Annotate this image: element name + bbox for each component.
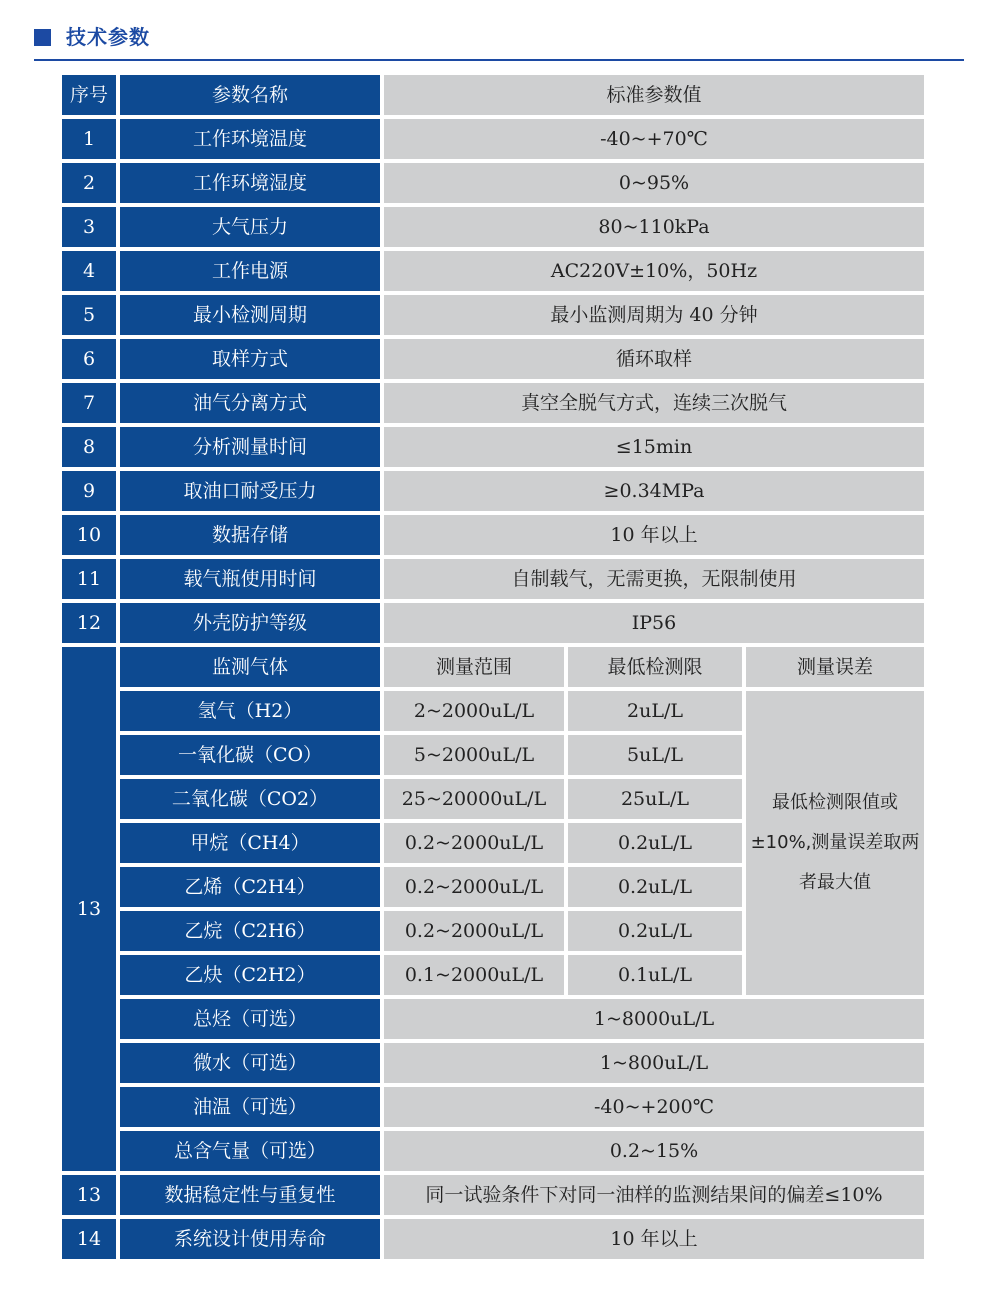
gas-detection-limit: 0.1uL/L [568,955,742,995]
gas-range: 5~2000uL/L [384,735,564,775]
gas-range: 0.2~2000uL/L [384,823,564,863]
gas-col-header: 监测气体 [120,647,380,687]
param-value: ≥0.34MPa [384,471,924,511]
gas-detection-limit: 0.2uL/L [568,823,742,863]
param-name: 取油口耐受压力 [120,471,380,511]
param-name: 大气压力 [120,207,380,247]
row-number: 2 [62,163,116,203]
param-value: 10 年以上 [384,515,924,555]
row-number: 13 [62,647,116,1171]
param-name: 数据稳定性与重复性 [120,1175,380,1215]
gas-name: 甲烷（CH4） [120,823,380,863]
row-number: 3 [62,207,116,247]
gas-range: 2~2000uL/L [384,691,564,731]
param-value: IP56 [384,603,924,643]
gas-error-note: 最低检测限值或±10%,测量误差取两者最大值 [746,691,924,995]
param-value: AC220V±10%，50Hz [384,251,924,291]
gas-name: 乙炔（C2H2） [120,955,380,995]
row-number: 1 [62,119,116,159]
param-name: 分析测量时间 [120,427,380,467]
optional-value: -40~+200℃ [384,1087,924,1127]
gas-name: 乙烯（C2H4） [120,867,380,907]
optional-value: 0.2~15% [384,1131,924,1171]
param-name: 外壳防护等级 [120,603,380,643]
gas-range: 25~20000uL/L [384,779,564,819]
gas-detection-limit: 0.2uL/L [568,867,742,907]
gas-name: 一氧化碳（CO） [120,735,380,775]
optional-name: 总含气量（可选） [120,1131,380,1171]
gas-detection-limit: 5uL/L [568,735,742,775]
param-value: 0~95% [384,163,924,203]
param-name: 油气分离方式 [120,383,380,423]
gas-col-header: 最低检测限 [568,647,742,687]
param-value: 自制载气，无需更换，无限制使用 [384,559,924,599]
gas-range: 0.1~2000uL/L [384,955,564,995]
optional-name: 总烃（可选） [120,999,380,1039]
gas-detection-limit: 0.2uL/L [568,911,742,951]
header-divider [34,59,964,61]
row-number: 13 [62,1175,116,1215]
section-title: 技术参数 [66,25,150,49]
param-value: 循环取样 [384,339,924,379]
param-value: ≤15min [384,427,924,467]
param-name: 数据存储 [120,515,380,555]
row-number: 9 [62,471,116,511]
param-name: 工作电源 [120,251,380,291]
row-number: 12 [62,603,116,643]
optional-name: 油温（可选） [120,1087,380,1127]
col-header-no: 序号 [62,75,116,115]
param-name: 工作环境温度 [120,119,380,159]
gas-detection-limit: 25uL/L [568,779,742,819]
row-number: 11 [62,559,116,599]
header-square-icon [34,29,51,46]
gas-name: 氢气（H2） [120,691,380,731]
gas-col-header: 测量误差 [746,647,924,687]
param-name: 取样方式 [120,339,380,379]
row-number: 14 [62,1219,116,1259]
section-header [34,22,964,62]
row-number: 4 [62,251,116,291]
optional-value: 1~800uL/L [384,1043,924,1083]
optional-name: 微水（可选） [120,1043,380,1083]
row-number: 7 [62,383,116,423]
param-name: 系统设计使用寿命 [120,1219,380,1259]
param-value: 最小监测周期为 40 分钟 [384,295,924,335]
col-header-value: 标准参数值 [384,75,924,115]
gas-detection-limit: 2uL/L [568,691,742,731]
row-number: 8 [62,427,116,467]
gas-range: 0.2~2000uL/L [384,911,564,951]
param-name: 最小检测周期 [120,295,380,335]
spec-table [60,73,926,1263]
gas-range: 0.2~2000uL/L [384,867,564,907]
row-number: 6 [62,339,116,379]
row-number: 5 [62,295,116,335]
gas-name: 二氧化碳（CO2） [120,779,380,819]
param-name: 载气瓶使用时间 [120,559,380,599]
param-name: 工作环境湿度 [120,163,380,203]
param-value: 80~110kPa [384,207,924,247]
param-value: 同一试验条件下对同一油样的监测结果间的偏差≤10% [384,1175,924,1215]
gas-col-header: 测量范围 [384,647,564,687]
param-value: -40~+70℃ [384,119,924,159]
param-value: 真空全脱气方式，连续三次脱气 [384,383,924,423]
gas-name: 乙烷（C2H6） [120,911,380,951]
param-value: 10 年以上 [384,1219,924,1259]
col-header-name: 参数名称 [120,75,380,115]
row-number: 10 [62,515,116,555]
optional-value: 1~8000uL/L [384,999,924,1039]
